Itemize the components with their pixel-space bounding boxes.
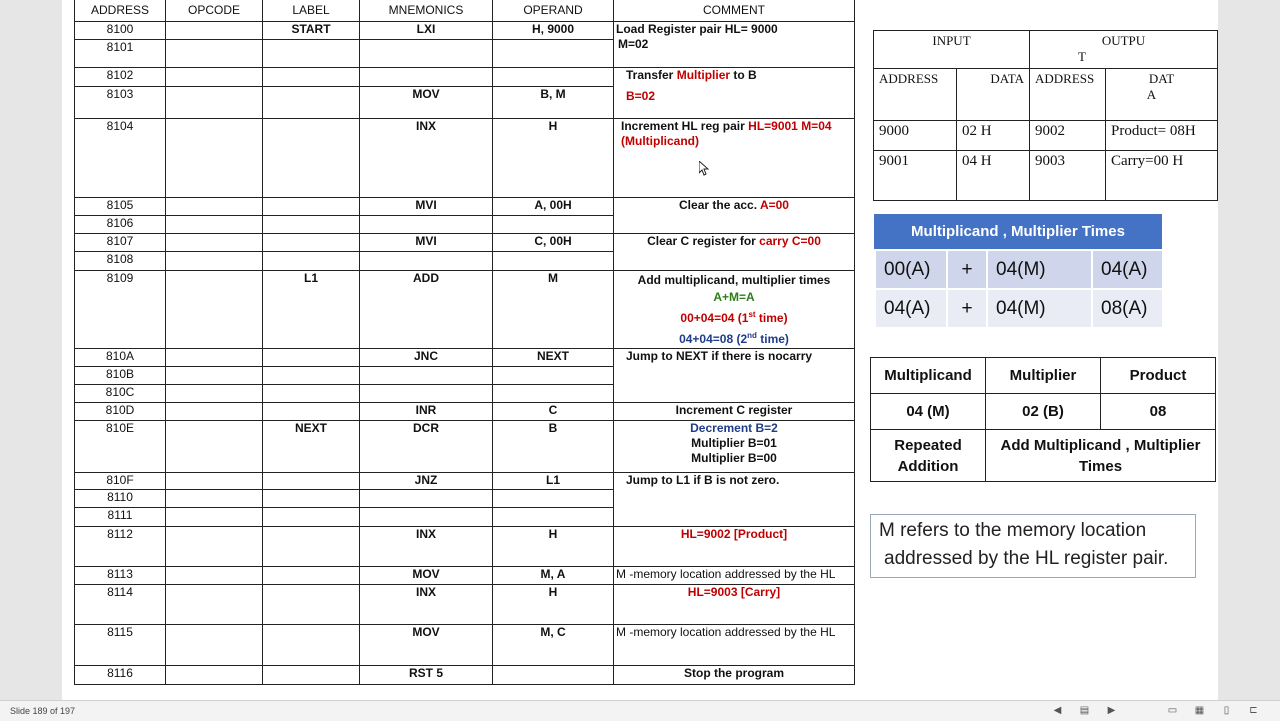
comment-line: Multiplier B=01 [691,436,777,450]
comment-line: Jump to NEXT if there is nocarry [626,349,813,363]
slideshow-icon[interactable]: ⊏ [1249,705,1258,716]
cell-operand: C, 00H [493,234,614,252]
cell-comment [614,119,855,198]
status-bar-controls [1051,704,1260,717]
cell-address: 8113 [75,567,166,585]
header-operand: OPERAND [493,0,614,22]
comment-line: B=02 [626,89,656,103]
comment-text: time) [755,311,788,325]
mmt-cell: 08(A) [1092,289,1163,328]
cell-operand: H, 9000 [493,22,614,40]
io-row [874,121,1218,151]
cell-mnemonic [360,68,493,87]
cell-label [263,527,360,567]
cell-opcode [166,421,263,473]
cell-opcode [166,119,263,198]
cell-address: 810E [75,421,166,473]
cell-address: 810C [75,385,166,403]
io-out-address: 9003 [1030,151,1106,201]
cell-opcode [166,473,263,490]
cell-mnemonic [360,490,493,508]
product-method-line: Add Multiplicand , Multiplier [1000,436,1201,454]
cell-address: 810D [75,403,166,421]
cell-label [263,68,360,87]
window-gutter-left [0,0,62,700]
cell-mnemonic [360,40,493,68]
table-row [75,234,855,252]
cell-comment [614,421,855,473]
cell-operand: H [493,119,614,198]
cell-opcode [166,367,263,385]
comment-highlight: A=00 [759,198,789,212]
cell-opcode [166,490,263,508]
cell-address: 8115 [75,625,166,666]
io-out-data: Product= 08H [1106,121,1218,151]
table-row [75,22,855,40]
mmt-cell: 04(A) [1092,250,1163,289]
comment-line: M=02 [618,37,649,51]
mmt-cell: 04(M) [987,250,1092,289]
comment-text: time) [756,332,789,346]
cell-address: 8106 [75,216,166,234]
comment-line: Decrement B=2 [690,421,778,435]
cell-mnemonic: MOV [360,567,493,585]
cell-opcode [166,234,263,252]
cell-mnemonic: INR [360,403,493,421]
cell-address: 8100 [75,22,166,40]
cell-opcode [166,349,263,367]
cell-operand [493,490,614,508]
cell-comment [614,349,855,403]
cell-mnemonic [360,385,493,403]
comment-line [616,234,852,249]
cell-comment: HL=9003 [Carry] [614,585,855,625]
cell-mnemonic: MVI [360,198,493,216]
cell-comment [614,271,855,349]
cell-comment: HL=9002 [Product] [614,527,855,567]
product-method-line: Addition [897,457,959,475]
comment-line: A+M=A [713,290,755,304]
cell-label [263,490,360,508]
previous-slide-icon[interactable]: ◀ [1053,705,1062,716]
header-opcode: OPCODE [166,0,263,22]
slide-counter: Slide 189 of 197 [10,706,76,716]
cell-operand: B, M [493,87,614,119]
comment-line: Load Register pair HL= 9000 [616,22,778,36]
next-slide-icon[interactable]: ▶ [1107,705,1116,716]
cell-mnemonic: MOV [360,625,493,666]
cell-operand: B [493,421,614,473]
cell-address: 8114 [75,585,166,625]
io-input-label: INPUT [874,31,1030,69]
cell-mnemonic: MVI [360,234,493,252]
product-method-desc [986,430,1216,482]
cell-operand: A, 00H [493,198,614,216]
comment-line [626,68,852,83]
normal-view-icon[interactable]: ▭ [1167,705,1178,716]
cell-address: 810B [75,367,166,385]
mmt-cell: 00(A) [875,250,947,289]
mmt-plus: + [947,250,987,289]
cell-comment: Stop the program [614,666,855,685]
cell-comment [614,68,855,119]
multiplier-times-title: Multiplicand , Multiplier Times [874,214,1162,249]
product-value-row [871,394,1216,430]
cell-address: 8108 [75,252,166,271]
cell-opcode [166,68,263,87]
cell-label [263,625,360,666]
cell-comment: M -memory location addressed by the HL [614,625,855,666]
spacer [1132,704,1152,717]
table-row [75,198,855,216]
cell-comment: Increment C register [614,403,855,421]
multiplier-times-table [874,214,1162,329]
comment-text: Clear the acc. [679,198,760,212]
cell-operand [493,385,614,403]
cell-mnemonic [360,508,493,527]
mmt-cell: 04(A) [875,289,947,328]
slide-sorter-icon[interactable]: ▦ [1194,705,1205,716]
cell-label [263,119,360,198]
io-out-data: Carry=00 H [1106,151,1218,201]
cell-opcode [166,666,263,685]
comment-line: (Multiplicand) [621,134,699,148]
cell-address: 8107 [75,234,166,252]
cell-operand [493,252,614,271]
cell-address: 8112 [75,527,166,567]
table-row [75,625,855,666]
cell-mnemonic: DCR [360,421,493,473]
comment-superscript: st [748,310,756,319]
cell-label: START [263,22,360,40]
cell-label: L1 [263,271,360,349]
cell-label [263,567,360,585]
product-multiplier-value: 02 (B) [986,394,1101,430]
cell-label [263,403,360,421]
table-row [75,349,855,367]
cell-label [263,385,360,403]
io-out-data-header-b: A [1146,87,1157,102]
cell-comment [614,234,855,271]
header-comment: COMMENT [614,0,855,22]
cell-operand: M, A [493,567,614,585]
cell-operand: H [493,527,614,567]
cell-address: 8101 [75,40,166,68]
cell-operand: NEXT [493,349,614,367]
product-method-line: Times [1078,457,1123,475]
cell-address: 8105 [75,198,166,216]
cell-label [263,473,360,490]
window-gutter-right [1218,0,1280,700]
cell-address: 8104 [75,119,166,198]
comment-line [616,306,852,327]
io-out-address: 9002 [1030,121,1106,151]
note-line: addressed by the HL register pair. [884,548,1169,569]
cell-label [263,349,360,367]
note-line: M refers to the memory location [879,520,1147,541]
cell-mnemonic: INX [360,585,493,625]
comment-text: 04+04=08 (2 [679,332,748,346]
cell-address: 810F [75,473,166,490]
io-data-header: DATA [957,69,1030,121]
comment-line: Add multiplicand, multiplier times [637,273,831,287]
comment-text: to B [730,68,757,82]
cell-opcode [166,403,263,421]
io-table [873,30,1218,201]
io-in-data: 02 H [957,121,1030,151]
reading-view-icon[interactable]: ▯ [1223,705,1230,716]
cell-label [263,666,360,685]
header-mnemonics: MNEMONICS [360,0,493,22]
cell-label [263,508,360,527]
cell-address: 8111 [75,508,166,527]
cell-opcode [166,87,263,119]
memory-note-box [870,514,1196,578]
cell-operand: M, C [493,625,614,666]
product-product-value: 08 [1101,394,1216,430]
product-multiplicand-value: 04 (M) [871,394,986,430]
cell-opcode [166,198,263,216]
cell-opcode [166,216,263,234]
cell-operand [493,508,614,527]
product-method-label [871,430,986,482]
io-output-label [1030,31,1218,69]
product-header-multiplicand: Multiplicand [871,358,986,394]
cell-operand [493,40,614,68]
slide-menu-icon[interactable]: ▤ [1079,705,1090,716]
table-row [75,527,855,567]
io-subheader-row [874,69,1218,121]
program-table [74,0,855,685]
product-header-product: Product [1101,358,1216,394]
cell-address: 8110 [75,490,166,508]
io-output-label-a: OUTPU [1101,33,1146,48]
cell-label [263,585,360,625]
comment-line: Jump to L1 if B is not zero. [626,473,780,487]
product-method-line: Repeated [894,436,962,454]
io-output-label-b: T [1078,49,1086,64]
io-row [874,151,1218,201]
cell-mnemonic [360,252,493,271]
comment-highlight: HL=9001 M=04 [748,119,832,133]
cell-label [263,198,360,216]
table-row [75,421,855,473]
program-table-header [75,0,855,22]
cell-opcode [166,585,263,625]
cell-address: 8102 [75,68,166,87]
cell-label [263,87,360,119]
table-row [75,403,855,421]
io-header-row [874,31,1218,69]
multiplier-times-row [875,289,1163,328]
header-label: LABEL [263,0,360,22]
mmt-cell: 04(M) [987,289,1092,328]
comment-highlight: Multiplier [676,68,731,82]
product-header-row [871,358,1216,394]
cell-operand: M [493,271,614,349]
cell-label [263,216,360,234]
io-in-data: 04 H [957,151,1030,201]
io-address-header: ADDRESS [874,69,957,121]
cell-operand: C [493,403,614,421]
cell-operand: L1 [493,473,614,490]
cell-comment [614,473,855,527]
cell-opcode [166,252,263,271]
table-row [75,666,855,685]
comment-text: Transfer [626,68,677,82]
status-bar [0,700,1280,721]
cell-opcode [166,527,263,567]
cell-operand [493,367,614,385]
header-address: ADDRESS [75,0,166,22]
mmt-plus: + [947,289,987,328]
table-row [75,68,855,87]
cell-opcode [166,625,263,666]
cell-mnemonic: JNC [360,349,493,367]
cell-mnemonic [360,367,493,385]
cell-mnemonic: RST 5 [360,666,493,685]
cell-mnemonic: MOV [360,87,493,119]
comment-highlight: carry C=00 [759,234,821,248]
comment-text: 00+04=04 (1 [680,311,749,325]
cell-opcode [166,385,263,403]
product-method-row [871,430,1216,482]
cell-mnemonic: LXI [360,22,493,40]
cell-mnemonic: INX [360,119,493,198]
cell-mnemonic: JNZ [360,473,493,490]
comment-superscript: nd [747,331,757,340]
comment-line [616,327,852,348]
cell-mnemonic: ADD [360,271,493,349]
product-table [870,357,1216,482]
cell-operand [493,68,614,87]
comment-text: Increment HL reg pair [621,119,749,133]
io-out-address-header: ADDRESS [1030,69,1106,121]
io-out-data-header-a: DAT [1148,71,1175,86]
cell-mnemonic: INX [360,527,493,567]
cell-comment: M -memory location addressed by the HL [614,567,855,585]
table-row [75,473,855,490]
cell-operand: H [493,585,614,625]
product-header-multiplier: Multiplier [986,358,1101,394]
io-out-data-header [1106,69,1218,121]
table-row [75,567,855,585]
cell-operand [493,666,614,685]
cell-opcode [166,22,263,40]
cell-address: 810A [75,349,166,367]
comment-text: Clear C register for [647,234,760,248]
cell-comment [614,22,855,68]
cell-opcode [166,567,263,585]
cell-comment [614,198,855,234]
cell-opcode [166,508,263,527]
cell-address: 8103 [75,87,166,119]
table-row [75,585,855,625]
cell-label [263,367,360,385]
io-in-address: 9001 [874,151,957,201]
cell-label: NEXT [263,421,360,473]
comment-line: Multiplier B=00 [691,451,777,465]
multiplier-times-row [875,250,1163,289]
cell-label [263,234,360,252]
cell-address: 8109 [75,271,166,349]
cell-opcode [166,40,263,68]
comment-line [621,119,852,134]
cell-label [263,252,360,271]
table-row [75,271,855,349]
cell-mnemonic [360,216,493,234]
cell-operand [493,216,614,234]
comment-line [616,198,852,213]
table-row [75,119,855,198]
cell-label [263,40,360,68]
cell-address: 8116 [75,666,166,685]
io-in-address: 9000 [874,121,957,151]
cell-opcode [166,271,263,349]
